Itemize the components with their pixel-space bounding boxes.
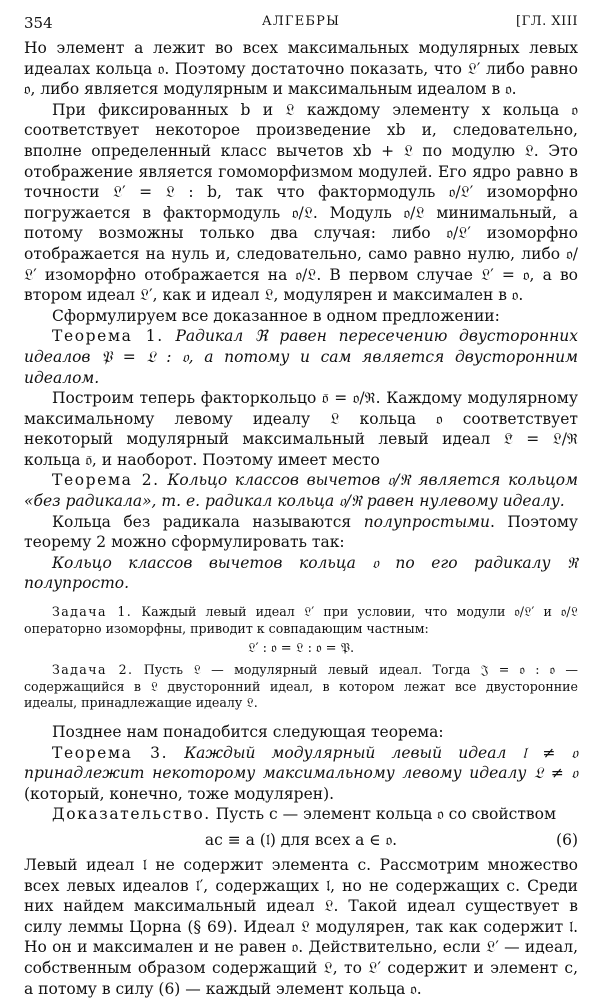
exercise-1 [24, 604, 578, 637]
theorem-1-label: Теорема 1. [52, 327, 164, 346]
theorem-3 [24, 743, 578, 805]
exercise-2-text: Пусть 𝔏 — модулярный левый идеал. Тогда 𝔍 = 𝔬 : 𝔬 — содержащийся в 𝔏 двусторонний идеал, в котором лежат все двусторонние идеалы, принадлежащие идеалу 𝔏. [24, 662, 578, 711]
chapter-marker: [ГЛ. XIII [516, 14, 578, 29]
paragraph-6-text: Кольцо классов вычетов кольца 𝔬 по его радикалу ℜ полупросто. [24, 553, 578, 593]
paragraph-1: Но элемент a лежит во всех максимальных модулярных левых идеалах кольца 𝔬. Поэтому достаточно показать, что 𝔏′ либо равно 𝔬, либо является модулярным и максимальным идеалом в 𝔬. [24, 39, 578, 99]
paragraph-6 [24, 553, 578, 594]
theorem-1 [24, 326, 578, 388]
page-number: 354 [24, 14, 53, 32]
paragraph-5-em: полупростыми [363, 512, 490, 531]
paragraph-8: Левый идеал 𝔩 не содержит элемента c. Рассмотрим множество всех левых идеалов 𝔩′, содержащих 𝔩, но не содержащих c. Среди них найдем максимальный идеал 𝔏. Такой идеал существует в силу леммы Цорна (§ 69). Идеал 𝔏 модулярен, так как содержит 𝔩. Но он и максимален и не равен 𝔬. Действительно, если 𝔏′ — идеал, собственным образом содержащий 𝔏, то 𝔏′ содержит и элемент c, а потому в силу (6) — каждый элемент кольца 𝔬. [24, 855, 578, 998]
paragraph-5-a: Кольца без радикала называются [52, 512, 364, 531]
formula-6 [24, 827, 578, 853]
theorem-3-text-a: Каждый модулярный левый идеал 𝔩 ≠ 𝔬 принадлежит некоторому максимальному левому идеалу 𝔏 ≠ 𝔬 [24, 743, 578, 783]
exercise-1-label: Задача 1. [52, 604, 133, 620]
theorem-3-label: Теорема 3. [52, 743, 169, 762]
proof-intro [24, 804, 578, 825]
exercise-2-label: Задача 2. [52, 662, 134, 678]
page-header [24, 10, 578, 36]
formula-6-body: ac ≡ a (𝔩) для всех a ∈ 𝔬. [204, 830, 398, 849]
theorem-2 [24, 470, 578, 511]
exercise-1-formula: 𝔏′ : 𝔬 = 𝔏 : 𝔬 = 𝔓. [247, 641, 355, 657]
theorem-2-label: Теорема 2. [52, 471, 160, 490]
paragraph-3: Сформулируем все доказанное в одном предложении: [52, 306, 500, 325]
running-title: АЛГЕБРЫ [261, 14, 341, 29]
paragraph-2: При фиксированных b и 𝔏 каждому элементу x кольца 𝔬 соответствует некоторое произведение xb и, следовательно, вполне определенный класс вычетов xb + 𝔏 по модулю 𝔏. Это отображение является гомоморфизмом модулей. Его ядро равно в точности 𝔏′ = 𝔏 : b, так что фактормодуль 𝔬/𝔏′ изоморфно погружается в фактормодуль 𝔬/𝔏. Модуль 𝔬/𝔏 минимальный, а потому возможны только два случая: либо 𝔬/𝔏′ изоморфно отображается на нуль и, следовательно, само равно нулю, либо 𝔬/𝔏′ изоморфно отображается на 𝔬/𝔏. В первом случае 𝔏′ = 𝔬, а во втором идеал 𝔏′, как и идеал 𝔏, модулярен и максимален в 𝔬. [24, 100, 578, 305]
paragraph-4: Построим теперь факторкольцо 𝔬̄ = 𝔬/ℜ. Каждому модулярному максимальному левому идеалу 𝔏 кольца 𝔬 соответствует некоторый модулярный максимальный левый идеал 𝔏̄ = 𝔏/ℜ кольца 𝔬̄, и наоборот. Поэтому имеет место [24, 389, 578, 469]
exercise-1-text: Каждый левый идеал 𝔏′ при условии, что модули 𝔬/𝔏′ и 𝔬/𝔏 операторно изоморфны, приводит к совпадающим частным: [24, 604, 578, 636]
theorem-1-text: Радикал ℜ равен пересечению двусторонних идеалов 𝔓 = 𝔏 : 𝔬, а потому и сам является двусторонним идеалом. [24, 327, 579, 387]
paragraph-7: Позднее нам понадобится следующая теорема: [52, 723, 444, 741]
paragraph-5-b: . Поэтому теорему 2 можно сформулировать так: [24, 512, 578, 552]
paragraph-5 [24, 512, 578, 553]
theorem-2-text: Кольцо классов вычетов 𝔬/ℜ является кольцом «без радикала», т. е. радикал кольца 𝔬/ℜ равен нулевому идеалу. [24, 471, 578, 511]
exercise-2 [24, 662, 578, 712]
proof-label: Доказательство. [52, 805, 211, 824]
theorem-3-text-b: (который, конечно, тоже модулярен). [24, 784, 335, 803]
proof-text: Пусть c — элемент кольца 𝔬 со свойством [210, 805, 557, 824]
formula-6-number: (6) [556, 830, 578, 849]
